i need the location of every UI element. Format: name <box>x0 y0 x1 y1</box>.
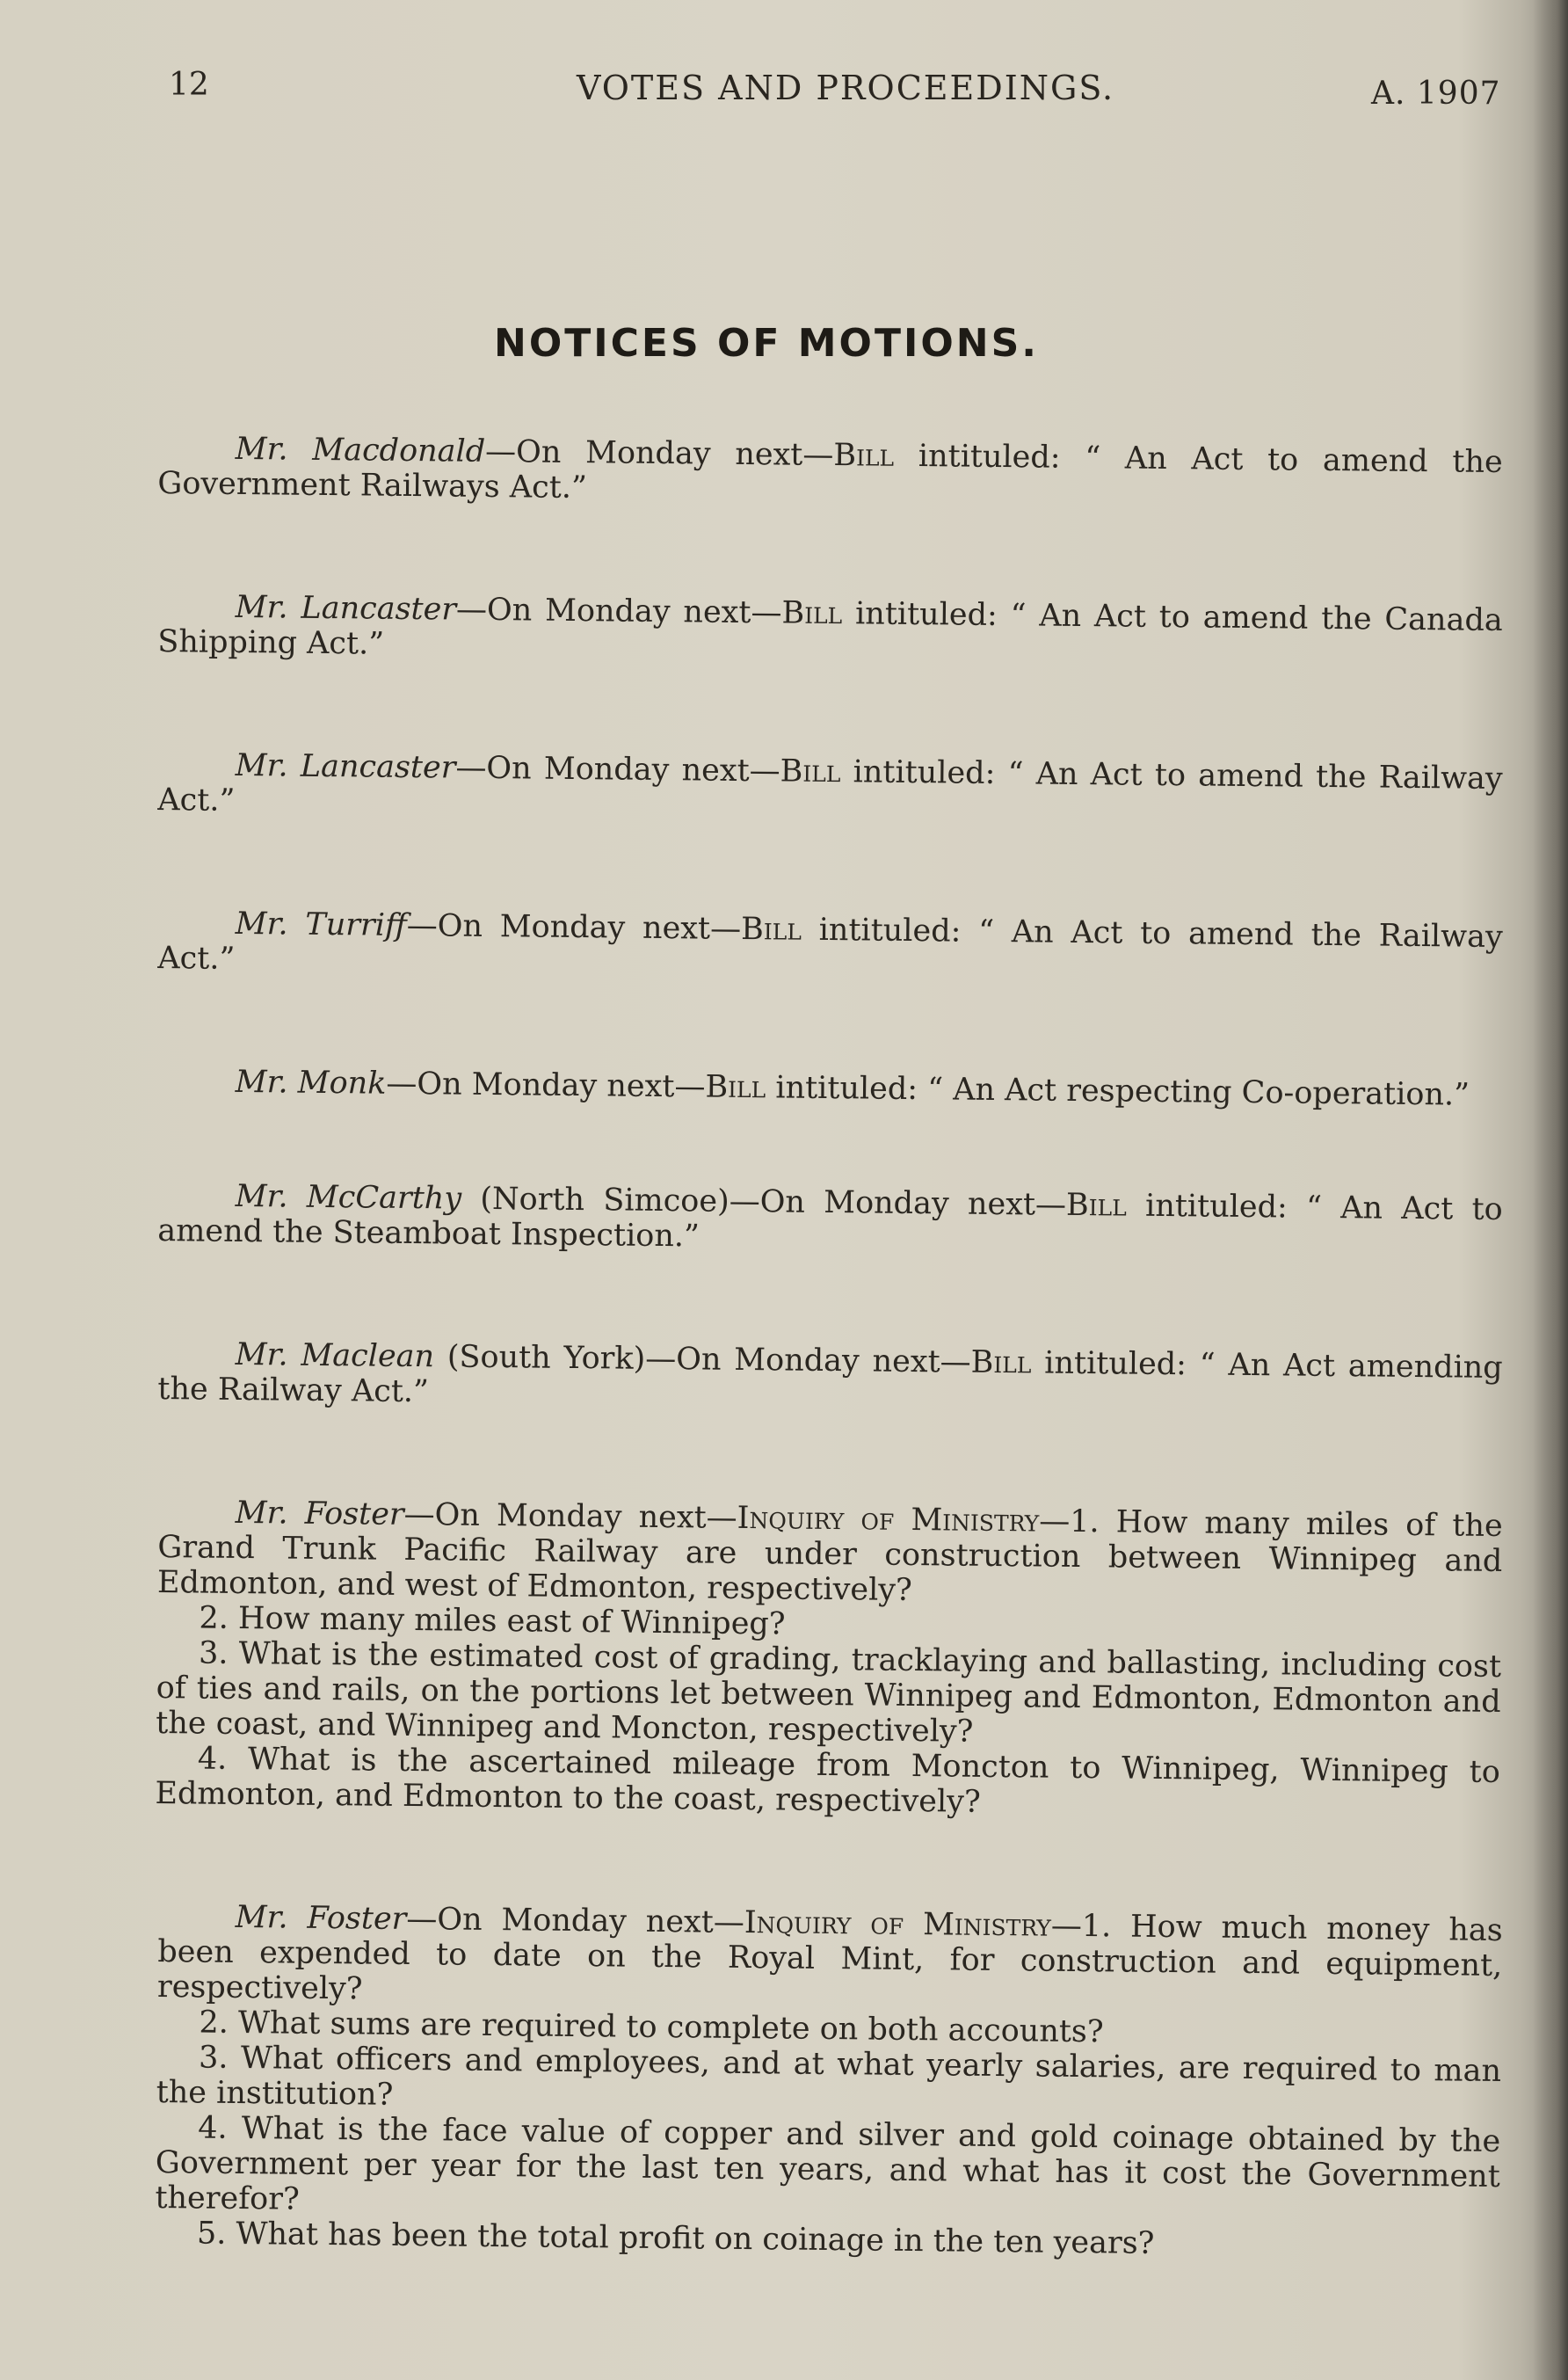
motion-notice: Mr. Macdonald—On Monday next—Bill intituled: “ An Act to amend the Government Railways Act.” <box>157 431 1503 506</box>
motion-notice: Mr. Turriff—On Monday next—Bill intituled: “ An Act to amend the Railway Act.” <box>157 906 1503 977</box>
member-name: Mr. Maclean <box>235 1336 435 1375</box>
inquiry-notice: Mr. Foster—On Monday next—Inquiry of Ministry—1. How many miles of the Grand Trunk Pacific Railway are under construction between Winnipeg and Edmonton, and west of Edmonton, respectively? 2. How many miles east of Winnipeg? 3. What is the estimated cost of grading, tracklaying and ballasting, including cost of ties and rails, on the portions let between Winnipeg and Edmonton, Edmonton and the coast, and Winnipeg and Moncton, respectively? 4. What is the ascertained mileage from Moncton to Winnipeg, Winnipeg to Edmonton, and Edmonton to the coast, respectively? <box>155 1495 1503 1825</box>
page-number: 12 <box>169 67 209 103</box>
motion-notice: Mr. McCarthy (North Simcoe)—On Monday next—Bill intituled: “ An Act to amend the Steamboat Inspection.” <box>157 1178 1503 1255</box>
inquiry-question: 2. How many miles east of Winnipeg? <box>199 1600 786 1642</box>
session-year: A. 1907 <box>1371 76 1501 112</box>
inquiry-question: 3. What officers and employees, and at what yearly salaries, are required to man the institution? <box>156 2040 1502 2113</box>
inquiry-question: 5. What has been the total profit on coinage in the ten years? <box>196 2216 1155 2261</box>
inquiry-question: 3. What is the estimated cost of grading, tracklaying and ballasting, including cost of ties and rails, on the portions let between Winnipeg and Edmonton, Edmonton and the coast, and Winnipeg and Moncton, respectively? <box>156 1635 1502 1750</box>
motion-notice: Mr. Lancaster—On Monday next—Bill intituled: “ An Act to amend the Canada Shipping Act.” <box>157 589 1503 662</box>
member-name: Mr. Foster <box>235 1899 407 1937</box>
member-name: Mr. Monk <box>235 1064 387 1102</box>
page-header <box>0 60 1568 113</box>
inquiry-question: 2. What sums are required to complete on both accounts? <box>199 2005 1104 2050</box>
running-title: VOTES AND PROCEEDINGS. <box>577 69 1115 107</box>
inquiry-question: 4. What is the face value of copper and silver and gold coinage obtained by the Government per year for the last ten years, and what has it cost the Government therefor? <box>155 2110 1501 2217</box>
member-name: Mr. McCarthy <box>235 1178 462 1217</box>
member-name: Mr. Lancaster <box>235 747 456 786</box>
member-name: Mr. Foster <box>235 1495 404 1532</box>
member-name: Mr. Macdonald <box>235 431 486 469</box>
motion-notice: Mr. Maclean (South York)—On Monday next—Bill intituled: “ An Act amending the Railway Act.” <box>157 1336 1503 1410</box>
member-name: Mr. Lancaster <box>235 589 457 628</box>
inquiry-notice: Mr. Foster—On Monday next—Inquiry of Ministry—1. How much money has been expended to date on the Royal Mint, for construction and equipment, respectively? 2. What sums are required to complete on both accounts? 3. What officers and employees, and at what yearly salaries, are required to man the institution? 4. What is the face value of copper and silver and gold coinage obtained by the Government per year for the last ten years, and what has it cost the Government therefor? 5. What has been the total profit on coinage in the ten years? <box>155 1899 1503 2265</box>
section-title: NOTICES OF MOTIONS. <box>494 321 1039 366</box>
notices-body <box>155 431 1503 2339</box>
motion-notice: Mr. Monk—On Monday next—Bill intituled: “ An Act respecting Co-operation.” <box>235 1064 1470 1113</box>
motion-notice: Mr. Lancaster—On Monday next—Bill intituled: “ An Act to amend the Railway Act.” <box>157 747 1503 819</box>
inquiry-question: 4. What is the ascertained mileage from Moncton to Winnipeg, Winnipeg to Edmonton, and Edmonton to the coast, respectively? <box>155 1741 1500 1820</box>
member-name: Mr. Turriff <box>235 906 407 943</box>
